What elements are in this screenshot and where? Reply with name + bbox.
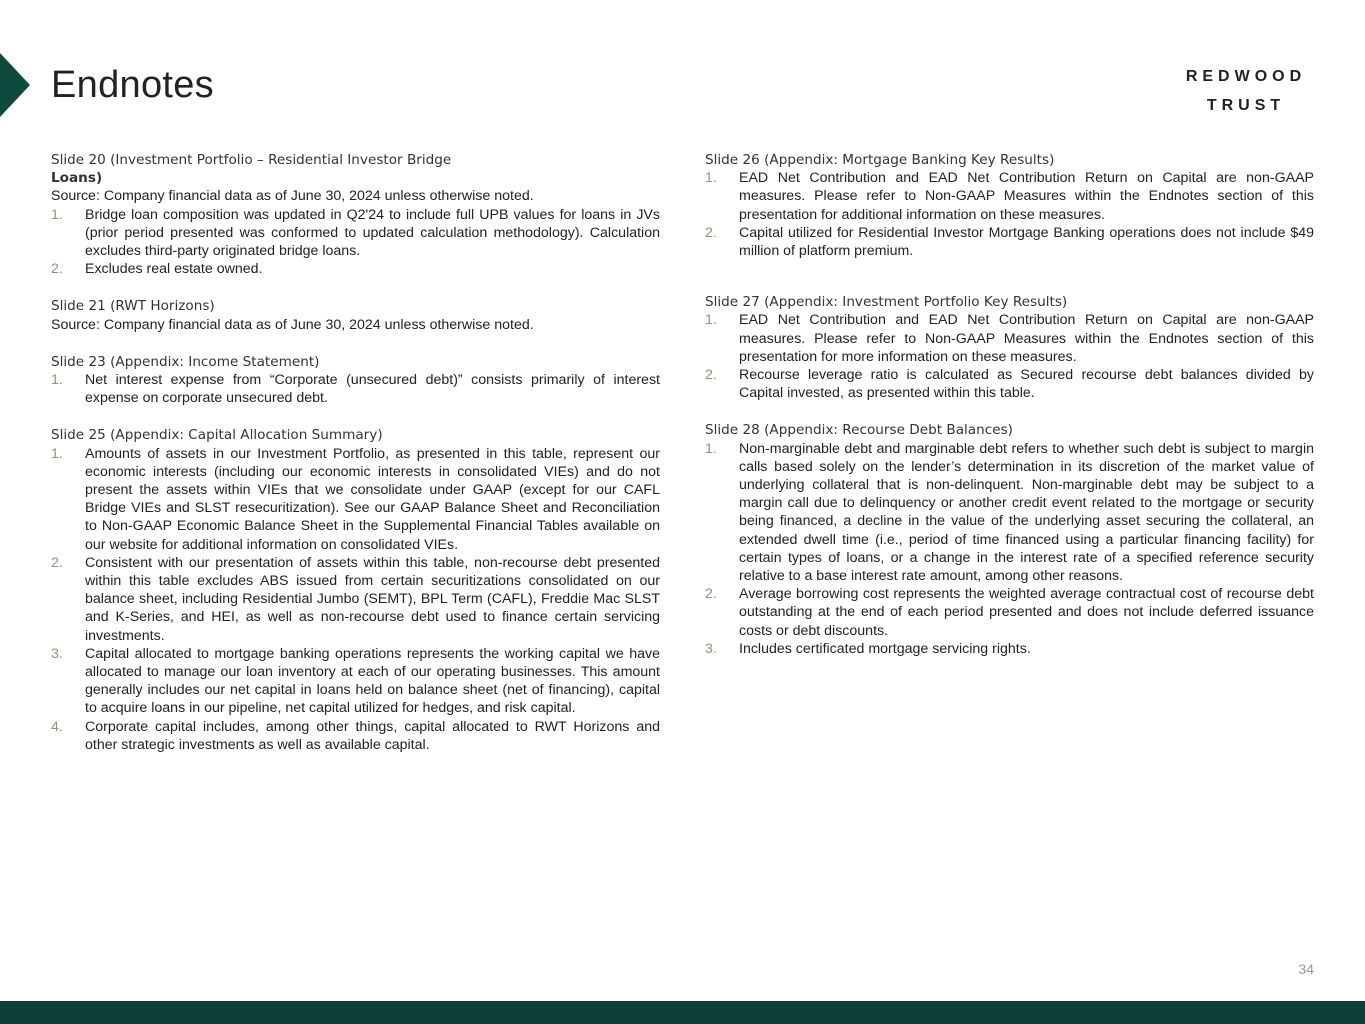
endnote-section-slide-21 — [51, 296, 660, 333]
endnote-item: 2. Recourse leverage ratio is calculated as Secured recourse debt balances divided by Capital invested, as presented within this table. — [705, 367, 1314, 402]
endnote-item: 1. EAD Net Contribution and EAD Net Contribution Return on Capital are non-GAAP measures. Please refer to Non-GAAP Measures within the Endnotes section of this presentation for additional information on these measures. — [705, 170, 1314, 223]
source-note: Source: Company financial data as of June 30, 2024 unless otherwise noted. — [51, 316, 534, 333]
endnote-text: EAD Net Contribution and EAD Net Contribution Return on Capital are non-GAAP measures. Please refer to Non-GAAP Measures within the Endnotes section of this presentation for more information on these measures. — [739, 312, 1314, 365]
endnote-item: 1. EAD Net Contribution and EAD Net Contribution Return on Capital are non-GAAP measures. Please refer to Non-GAAP Measures within the Endnotes section of this presentation for more information on these measures. — [705, 312, 1314, 365]
endnote-item: 3. Includes certificated mortgage servicing rights. — [705, 640, 1031, 657]
endnote-text: Corporate capital includes, among other things, capital allocated to RWT Horizons and other strategic investments as well as available capital. — [85, 718, 660, 753]
endnote-list — [705, 440, 1314, 658]
endnote-list — [705, 169, 1314, 260]
source-note: Source: Company financial data as of June 30, 2024 unless otherwise noted. — [51, 188, 534, 205]
page-number: 34 — [1298, 961, 1314, 977]
section-heading: Slide 26 (Appendix: Mortgage Banking Key Results) — [705, 152, 1055, 168]
endnote-section-slide-27 — [705, 292, 1314, 402]
endnote-item: 1. Bridge loan composition was updated in Q2'24 to include full UPB values for loans in JVs (prior period presented was conformed to updated calculation methodology). Calculation excludes third-party originated bridge loans. — [51, 206, 660, 260]
endnote-item: 2. Consistent with our presentation of assets within this table, non-recourse debt presented within this table excludes ABS issued from certain securitizations consolidated on our balance sheet, including Residential Jumbo (SEMT), BPL Term (CAFL), Freddie Mac SLST and K-Series, and HEI, as well as non-recourse debt used to finance certain servicing investments. — [51, 554, 660, 644]
endnote-section-slide-26 — [705, 150, 1314, 260]
endnote-list — [51, 371, 660, 407]
section-heading — [51, 150, 660, 187]
endnote-text: Net interest expense from “Corporate (unsecured debt)” consists primarily of interest expense on corporate unsecured debt. — [85, 372, 660, 407]
section-heading-text: Slide 20 (Investment Portfolio – Residential Investor Bridge — [51, 152, 452, 168]
endnotes-left-column — [51, 150, 660, 772]
endnote-section-slide-25 — [51, 425, 660, 754]
logo-line-2: TRUST — [1206, 97, 1286, 114]
redwood-trust-logo — [1170, 62, 1322, 120]
page-title: Endnotes — [51, 64, 214, 106]
endnote-item: 3. Capital allocated to mortgage banking operations represents the working capital we have allocated to manage our loan inventory at each of our operating businesses. This amount generally includes our net capital in loans held on balance sheet (net of financing), capital to acquire loans in our pipeline, net capital utilized for hedges, and risk capital. — [51, 645, 660, 717]
endnote-text: Amounts of assets in our Investment Portfolio, as presented in this table, represent our economic interests (including our economic interests in consolidated VIEs) and do not present the assets within VIEs that we consolidate under GAAP (except for our CAFL Bridge VIEs and SLST resecuritization). See our GAAP Balance Sheet and Reconciliation to Non-GAAP Economic Balance Sheet in the Supplemental Financial Tables available on our website for additional information on consolidated VIEs. — [85, 445, 660, 553]
section-heading: Slide 27 (Appendix: Investment Portfolio Key Results) — [705, 294, 1068, 311]
endnote-section-slide-28 — [705, 420, 1314, 658]
section-heading-bold-text: Loans) — [51, 170, 103, 187]
section-heading: Slide 21 (RWT Horizons) — [51, 298, 215, 315]
endnote-text: Bridge loan composition was updated in Q2'24 to include full UPB values for loans in JVs (prior period presented was conformed to updated calculation methodology). Calculation excludes third-party originated bridge loans. — [85, 206, 660, 260]
endnote-item: 1. Net interest expense from “Corporate (unsecured debt)” consists primarily of interest expense on corporate unsecured debt. — [51, 372, 660, 407]
endnote-text: Capital utilized for Residential Investor Mortgage Banking operations does not include $49 million of platform premium. — [739, 224, 1314, 260]
endnote-item: 2. Capital utilized for Residential Investor Mortgage Banking operations does not include $49 million of platform premium. — [705, 224, 1314, 260]
endnote-text: Capital allocated to mortgage banking operations represents the working capital we have allocated to manage our loan inventory at each of our operating businesses. This amount generally includes our net capital in loans held on balance sheet (net of financing), capital to acquire loans in our pipeline, net capital utilized for hedges, and risk capital. — [85, 645, 660, 717]
endnote-list — [51, 445, 660, 754]
endnote-item: 1. Non-marginable debt and marginable debt refers to whether such debt is subject to margin calls based solely on the lender’s determination in its discretion of the market value of underlying collateral that is non-delinquent. Non-marginable debt may be subject to a margin call due to delinquency or another credit event related to the mortgage or security being financed, a decline in the value of the underlying asset securing the collateral, an extended dwell time (i.e., period of time financed using a particular financing facility) for certain types of loans, or a change in the interest rate of a specified reference security relative to a base interest rate amount, among other reasons. — [705, 440, 1314, 585]
title-accent-chevron — [0, 53, 30, 117]
endnote-item: 2. Average borrowing cost represents the weighted average contractual cost of recourse debt outstanding at the end of each period presented and does not include deferred issuance costs or debt discounts. — [705, 586, 1314, 639]
endnote-section-slide-23 — [51, 352, 660, 408]
endnote-item: 2. Excludes real estate owned. — [51, 261, 263, 278]
endnote-text: Recourse leverage ratio is calculated as Secured recourse debt balances divided by Capital invested, as presented within this table. — [739, 367, 1314, 402]
endnote-item: 4. Corporate capital includes, among other things, capital allocated to RWT Horizons and other strategic investments as well as available capital. — [51, 718, 660, 753]
endnote-text: EAD Net Contribution and EAD Net Contribution Return on Capital are non-GAAP measures. Please refer to Non-GAAP Measures within the Endnotes section of this presentation for additional information on these measures. — [739, 170, 1314, 223]
endnote-text: Includes certificated mortgage servicing rights. — [739, 640, 1031, 657]
section-heading: Slide 23 (Appendix: Income Statement) — [51, 353, 320, 370]
logo-line-1: REDWOOD — [1185, 68, 1307, 85]
endnote-text: Non-marginable debt and marginable debt refers to whether such debt is subject to margin calls based solely on the lender’s determination in its discretion of the market value of underlying collateral that is non-delinquent. Non-marginable debt may be subject to a margin call due to delinquency or another credit event related to the mortgage or security being financed, a decline in the value of the underlying asset securing the collateral, an extended dwell time (i.e., period of time financed using a particular financing facility) for certain types of loans, or a change in the interest rate of a specified reference security relative to a base interest rate amount, among other reasons. — [739, 440, 1314, 585]
section-heading: Slide 25 (Appendix: Capital Allocation Summary) — [51, 427, 383, 444]
section-heading: Slide 28 (Appendix: Recourse Debt Balances) — [705, 422, 1013, 439]
endnote-item: 1. Amounts of assets in our Investment Portfolio, as presented in this table, represent our economic interests (including our economic interests in consolidated VIEs) and do not present the assets within VIEs that we consolidate under GAAP (except for our CAFL Bridge VIEs and SLST resecuritization). See our GAAP Balance Sheet and Reconciliation to Non-GAAP Economic Balance Sheet in the Supplemental Financial Tables available on our website for additional information on consolidated VIEs. — [51, 445, 660, 553]
footer-bar — [0, 1001, 1365, 1024]
endnote-list — [51, 206, 660, 279]
endnotes-right-column — [705, 150, 1314, 676]
endnote-list — [705, 311, 1314, 402]
endnote-text: Excludes real estate owned. — [85, 261, 263, 278]
endnote-section-slide-20 — [51, 150, 660, 278]
endnote-text: Average borrowing cost represents the weighted average contractual cost of recourse debt outstanding at the end of each period presented and does not include deferred issuance costs or debt discounts. — [739, 586, 1314, 639]
endnote-text: Consistent with our presentation of assets within this table, non-recourse debt presented within this table excludes ABS issued from certain securitizations consolidated on our balance sheet, including Residential Jumbo (SEMT), BPL Term (CAFL), Freddie Mac SLST and K-Series, and HEI, as well as non-recourse debt used to finance certain servicing investments. — [85, 554, 660, 644]
